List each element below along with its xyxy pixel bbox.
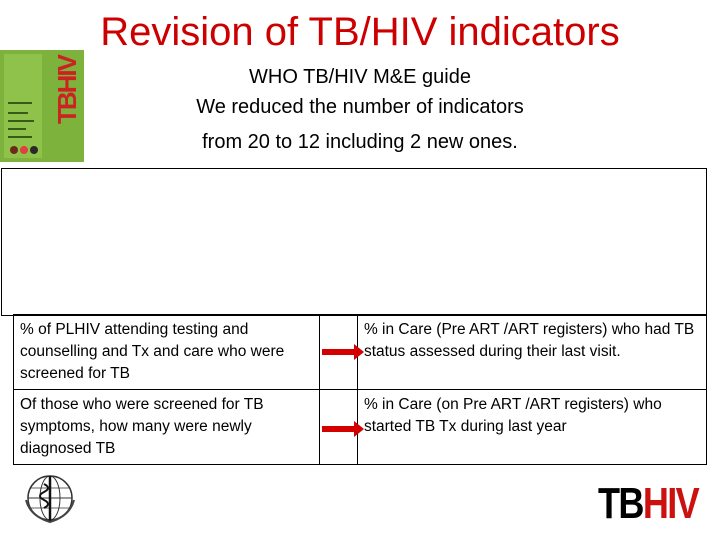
cover-text-line xyxy=(8,120,34,122)
cover-text-line xyxy=(8,136,32,138)
tbhiv-logo-tb: TB xyxy=(598,479,643,528)
who-emblem-icon xyxy=(22,470,78,526)
new-indicator-cell: % in Care (on Pre ART /ART registers) who started TB Tx during last year xyxy=(357,390,706,465)
arrow-cell xyxy=(320,315,358,390)
cover-logo-dot xyxy=(10,146,18,154)
cover-text-line xyxy=(8,112,28,114)
cover-panel xyxy=(4,54,42,158)
arrow-right-icon xyxy=(322,349,356,355)
arrow-cell xyxy=(320,390,358,465)
old-indicator-cell: % of PLHIV attending testing and counselling and Tx and care who were screened for TB xyxy=(14,315,320,390)
cover-logo-dot xyxy=(20,146,28,154)
table-row xyxy=(14,315,707,390)
cover-logo-dot xyxy=(30,146,38,154)
subtitle-line-1: WHO TB/HIV M&E guide xyxy=(249,66,471,88)
tbhiv-logo-hiv: HIV xyxy=(642,479,699,528)
subtitle-line-2: We reduced the number of indicators xyxy=(196,96,524,118)
new-indicator-cell: % in Care (Pre ART /ART registers) who had TB status assessed during their last visit. xyxy=(357,315,706,390)
cover-tbhiv-text: TBHIV xyxy=(52,56,82,124)
cover-text-line xyxy=(8,102,32,104)
table-row xyxy=(14,390,707,465)
blank-content-box xyxy=(1,168,707,316)
tbhiv-logo xyxy=(598,479,699,528)
slide-title: Revision of TB/HIV indicators xyxy=(100,10,620,54)
guide-cover-image xyxy=(0,50,84,162)
indicator-table xyxy=(13,314,707,465)
arrow-right-icon xyxy=(322,426,356,432)
old-indicator-cell: Of those who were screened for TB symptoms, how many were newly diagnosed TB xyxy=(14,390,320,465)
subtitle-line-3: from 20 to 12 including 2 new ones. xyxy=(202,131,518,153)
cover-text-line xyxy=(8,128,26,130)
